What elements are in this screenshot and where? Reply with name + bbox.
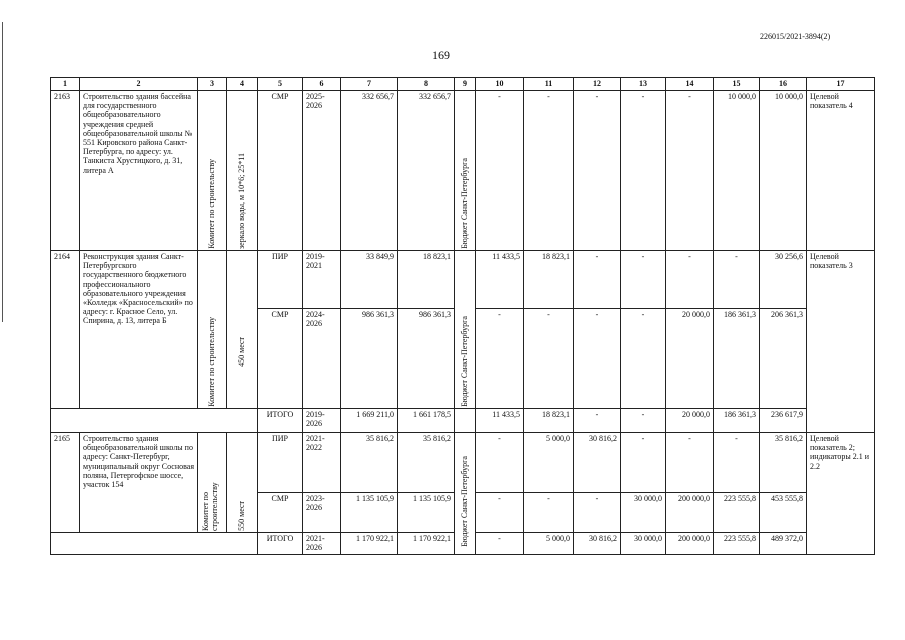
value-cell: - bbox=[621, 409, 666, 433]
remaining-cost: 332 656,7 bbox=[398, 91, 455, 251]
value-cell: - bbox=[524, 493, 574, 533]
value-cell: - bbox=[574, 409, 621, 433]
responsible-org-cell bbox=[198, 251, 227, 409]
value-cell: 18 823,1 bbox=[524, 409, 574, 433]
budget-source: Бюджет Санкт-Петербурга bbox=[460, 456, 470, 547]
col-header-4: 4 bbox=[227, 78, 258, 91]
value-cell: 200 000,0 bbox=[666, 533, 714, 555]
value-cell: - bbox=[666, 251, 714, 309]
col-header-10: 10 bbox=[476, 78, 524, 91]
col-header-3: 3 bbox=[198, 78, 227, 91]
column-header-row bbox=[51, 78, 875, 91]
col-header-12: 12 bbox=[574, 78, 621, 91]
responsible-org: Комитет по строительству bbox=[201, 482, 220, 531]
col-header-15: 15 bbox=[714, 78, 760, 91]
work-type: СМР bbox=[258, 309, 303, 409]
value-cell: 5 000,0 bbox=[524, 433, 574, 493]
value-cell: 30 816,2 bbox=[574, 533, 621, 555]
period: 2023-2026 bbox=[303, 493, 341, 533]
total-spacer bbox=[51, 533, 258, 555]
col-header-16: 16 bbox=[760, 78, 807, 91]
value-cell: 10 000,0 bbox=[760, 91, 807, 251]
value-cell: - bbox=[714, 433, 760, 493]
object-name: Строительство здания общеобразовательной школы по адресу: Санкт-Петербург, муниципальный округ Сосновая поляна, Петергофское шоссе, участок 154 bbox=[80, 433, 198, 533]
col-header-11: 11 bbox=[524, 78, 574, 91]
value-cell: 206 361,3 bbox=[760, 309, 807, 409]
value-cell: - bbox=[574, 309, 621, 409]
value-cell: 186 361,3 bbox=[714, 409, 760, 433]
period: 2025-2026 bbox=[303, 91, 341, 251]
total-cost: 1 669 211,0 bbox=[341, 409, 398, 433]
remaining-cost: 18 823,1 bbox=[398, 251, 455, 309]
total-cost: 332 656,7 bbox=[341, 91, 398, 251]
work-type: ИТОГО bbox=[258, 409, 303, 433]
col-header-6: 6 bbox=[303, 78, 341, 91]
responsible-org: Комитет по строительству bbox=[207, 317, 217, 407]
capacity: 550 мест bbox=[237, 501, 247, 531]
work-type: СМР bbox=[258, 493, 303, 533]
value-cell: - bbox=[524, 91, 574, 251]
value-cell: - bbox=[621, 91, 666, 251]
value-cell: - bbox=[476, 309, 524, 409]
value-cell: 5 000,0 bbox=[524, 533, 574, 555]
total-spacer bbox=[51, 409, 258, 433]
value-cell: - bbox=[621, 309, 666, 409]
target-indicator: Целевой показатель 2; индикаторы 2.1 и 2.2 bbox=[807, 433, 875, 555]
capacity-cell bbox=[227, 251, 258, 409]
total-cost: 1 170 922,1 bbox=[341, 533, 398, 555]
table-row-total bbox=[51, 409, 875, 433]
period: 2021-2022 bbox=[303, 433, 341, 493]
row-number: 2165 bbox=[51, 433, 80, 533]
value-cell: 200 000,0 bbox=[666, 493, 714, 533]
table-row bbox=[51, 251, 875, 309]
col-header-17: 17 bbox=[807, 78, 875, 91]
value-cell: 18 823,1 bbox=[524, 251, 574, 309]
value-cell: - bbox=[574, 493, 621, 533]
period: 2021-2026 bbox=[303, 533, 341, 555]
total-cost: 35 816,2 bbox=[341, 433, 398, 493]
table-row bbox=[51, 433, 875, 493]
value-cell: - bbox=[666, 433, 714, 493]
value-cell: - bbox=[476, 533, 524, 555]
remaining-cost: 1 661 178,5 bbox=[398, 409, 455, 433]
object-name: Строительство здания бассейна для государственного общеобразовательного учреждения средней общеобразовательной школы № 551 Кировского района Санкт-Петербурга, по адресу: ул. Танкиста Хрустицкого, д. 31, литера А bbox=[80, 91, 198, 251]
period: 2019-2026 bbox=[303, 409, 341, 433]
value-cell: 30 000,0 bbox=[621, 493, 666, 533]
total-cost: 1 135 105,9 bbox=[341, 493, 398, 533]
remaining-cost: 1 170 922,1 bbox=[398, 533, 455, 555]
value-cell: 489 372,0 bbox=[760, 533, 807, 555]
value-cell: - bbox=[621, 251, 666, 309]
value-cell: - bbox=[621, 433, 666, 493]
col-header-8: 8 bbox=[398, 78, 455, 91]
responsible-org: Комитет по строительству bbox=[207, 159, 217, 249]
row-number: 2164 bbox=[51, 251, 80, 409]
capacity: зеркало воды, м 10*6; 25*11 bbox=[237, 152, 247, 249]
value-cell: 30 000,0 bbox=[621, 533, 666, 555]
value-cell: 11 433,5 bbox=[476, 251, 524, 309]
remaining-cost: 1 135 105,9 bbox=[398, 493, 455, 533]
capacity-cell bbox=[227, 91, 258, 251]
total-cost: 33 849,9 bbox=[341, 251, 398, 309]
budget-cell bbox=[455, 433, 476, 555]
value-cell: - bbox=[574, 91, 621, 251]
value-cell: 20 000,0 bbox=[666, 409, 714, 433]
budget-source: Бюджет Санкт-Петербурга bbox=[460, 158, 470, 249]
col-header-2: 2 bbox=[80, 78, 198, 91]
work-type: СМР bbox=[258, 91, 303, 251]
budget-source: Бюджет Санкт-Петербурга bbox=[460, 316, 470, 407]
value-cell: - bbox=[574, 251, 621, 309]
work-type: ИТОГО bbox=[258, 533, 303, 555]
value-cell: 35 816,2 bbox=[760, 433, 807, 493]
value-cell: - bbox=[476, 493, 524, 533]
remaining-cost: 35 816,2 bbox=[398, 433, 455, 493]
period: 2024-2026 bbox=[303, 309, 341, 409]
value-cell: - bbox=[524, 309, 574, 409]
work-type: ПИР bbox=[258, 433, 303, 493]
responsible-org-cell bbox=[198, 433, 227, 533]
investment-program-table bbox=[50, 77, 875, 555]
col-header-1: 1 bbox=[51, 78, 80, 91]
value-cell: 223 555,8 bbox=[714, 533, 760, 555]
col-header-14: 14 bbox=[666, 78, 714, 91]
col-header-13: 13 bbox=[621, 78, 666, 91]
table-row bbox=[51, 91, 875, 251]
period: 2019-2021 bbox=[303, 251, 341, 309]
col-header-5: 5 bbox=[258, 78, 303, 91]
total-cost: 986 361,3 bbox=[341, 309, 398, 409]
capacity-cell bbox=[227, 433, 258, 533]
row-number: 2163 bbox=[51, 91, 80, 251]
page-edge-mark bbox=[2, 22, 5, 322]
value-cell: 20 000,0 bbox=[666, 309, 714, 409]
value-cell: 10 000,0 bbox=[714, 91, 760, 251]
budget-cell bbox=[455, 91, 476, 251]
remaining-cost: 986 361,3 bbox=[398, 309, 455, 409]
document-number: 226015/2021-3894(2) bbox=[760, 32, 831, 41]
value-cell: 453 555,8 bbox=[760, 493, 807, 533]
value-cell: - bbox=[476, 433, 524, 493]
value-cell: 30 816,2 bbox=[574, 433, 621, 493]
col-header-9: 9 bbox=[455, 78, 476, 91]
value-cell: - bbox=[476, 91, 524, 251]
budget-cell bbox=[455, 251, 476, 409]
capacity: 450 мест bbox=[237, 337, 247, 367]
value-cell: 30 256,6 bbox=[760, 251, 807, 309]
value-cell: 186 361,3 bbox=[714, 309, 760, 409]
page-number: 169 bbox=[432, 48, 450, 62]
value-cell: - bbox=[714, 251, 760, 309]
value-cell: 236 617,9 bbox=[760, 409, 807, 433]
target-indicator: Целевой показатель 3 bbox=[807, 251, 875, 433]
value-cell: 223 555,8 bbox=[714, 493, 760, 533]
responsible-org-cell bbox=[198, 91, 227, 251]
col-header-7: 7 bbox=[341, 78, 398, 91]
value-cell: - bbox=[666, 91, 714, 251]
object-name: Реконструкция здания Санкт-Петербургского государственного бюджетного профессионального образовательного учреждения «Колледж «Красносельский» по адресу: г. Красное Село, ул. Спирина, д. 13, литера Б bbox=[80, 251, 198, 409]
budget-spacer bbox=[455, 409, 476, 433]
target-indicator: Целевой показатель 4 bbox=[807, 91, 875, 251]
work-type: ПИР bbox=[258, 251, 303, 309]
value-cell: 11 433,5 bbox=[476, 409, 524, 433]
